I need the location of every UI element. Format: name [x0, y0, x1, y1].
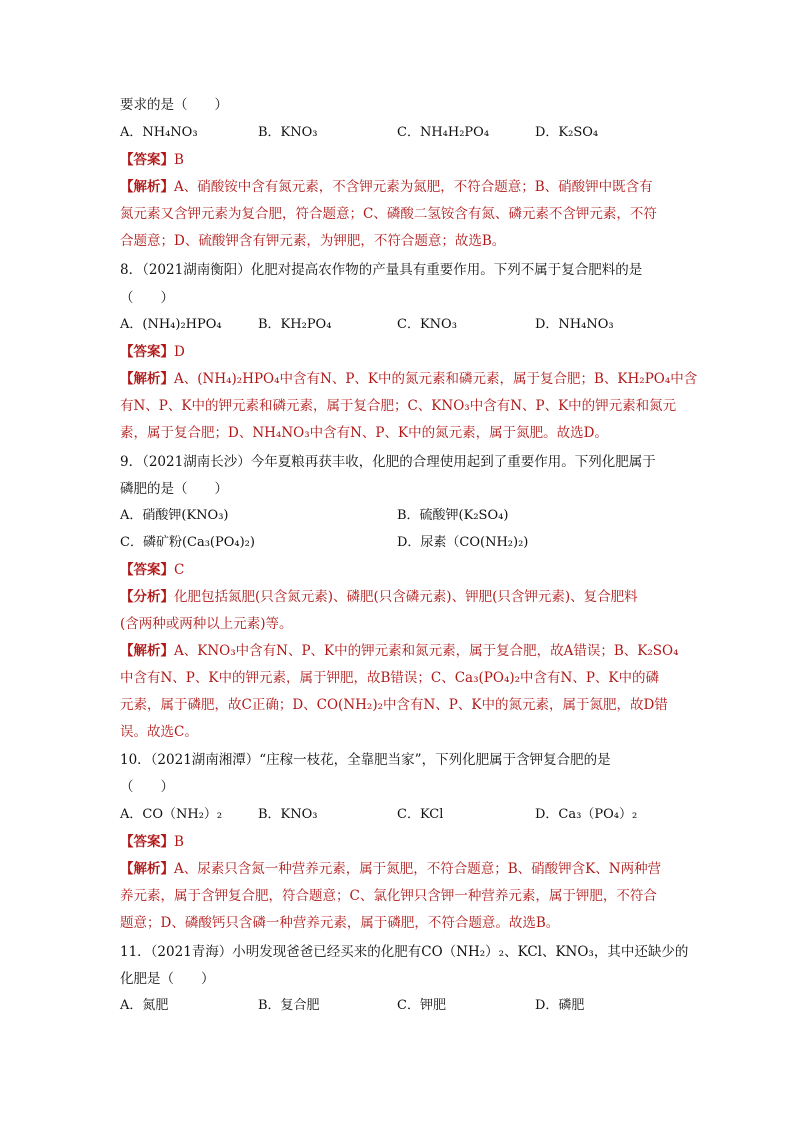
q11-stem-line-1: 11．（2021青海）小明发现爸爸已经买来的化肥有CO（NH₂）₂、KCl、KNO₃，其中还缺少的: [120, 944, 689, 960]
q9-analysis-line-4: 误。故选C。: [120, 724, 198, 740]
q11-stem-line-2: 化肥是（ ）: [120, 971, 215, 987]
q10-option-d: D．Ca₃（PO₄）₂: [535, 807, 638, 822]
q10-analysis-line-1: 【解析】A、尿素只含氮一种营养元素，属于氮肥，不符合题意；B、硝酸钾含K、N两种营: [120, 861, 662, 877]
q9-analysis-line-2: 中含有N、P、K中的钾元素，属于钾肥，故B错误；C、Ca₃(PO₄)₂中含有N、P、K中的磷: [120, 670, 660, 686]
q9-stem-line-1: 9．（2021湖南长沙）今年夏粮再获丰收，化肥的合理使用起到了重要作用。下列化肥属于: [120, 454, 656, 470]
q9-option-a: A．硝酸钾(KNO₃): [120, 508, 229, 523]
q10-option-c: C．KCl: [397, 807, 444, 822]
q8-stem-line-2: （ ）: [120, 290, 174, 306]
q8-option-a: A．(NH₄)₂HPO₄: [120, 317, 222, 332]
q10-option-a: A．CO（NH₂）₂: [120, 807, 223, 822]
q10-stem-line-1: 10．（2021湖南湘潭）“庄稼一枝花，全靠肥当家”，下列化肥属于含钾复合肥的是: [120, 752, 611, 768]
q7-stem: 要求的是（ ）: [120, 97, 228, 113]
q11-option-b: B．复合肥: [258, 998, 320, 1013]
q8-option-b: B．KH₂PO₄: [258, 317, 332, 332]
q11-option-d: D．磷肥: [535, 998, 585, 1013]
q10-stem-line-2: （ ）: [120, 779, 174, 795]
q8-analysis-line-3: 素，属于复合肥；D、NH₄NO₃中含有N、P、K中的氮元素，属于氮肥。故选D。: [120, 425, 608, 441]
q9-option-c: C．磷矿粉(Ca₃(PO₄)₂): [120, 535, 255, 550]
q8-stem-line-1: 8．（2021湖南衡阳）化肥对提高农作物的产量具有重要作用。下列不属于复合肥料的是: [120, 262, 643, 278]
q10-answer: 【答案】B: [120, 834, 184, 850]
q9-option-d: D．尿素（CO(NH₂)₂): [397, 535, 529, 550]
q7-analysis-line-2: 氮元素又含钾元素为复合肥，符合题意；C、磷酸二氢铵含有氮、磷元素不含钾元素，不符: [120, 206, 657, 222]
q7-analysis-line-3: 合题意；D、硫酸钾含有钾元素，为钾肥，不符合题意；故选B。: [120, 233, 506, 249]
q8-analysis-line-1: 【解析】A、(NH₄)₂HPO₄中含有N、P、K中的氮元素和磷元素，属于复合肥；B、KH₂PO₄中含: [120, 371, 698, 387]
q9-fenxi-line-2: (含两种或两种以上元素)等。: [120, 616, 293, 632]
q11-option-a: A．氮肥: [120, 998, 169, 1013]
q7-answer: 【答案】B: [120, 152, 184, 168]
q9-stem-line-2: 磷肥的是（ ）: [120, 481, 228, 497]
q11-option-c: C．钾肥: [397, 998, 446, 1013]
q9-fenxi-line-1: 【分析】化肥包括氮肥(只含氮元素)、磷肥(只含磷元素)、钾肥(只含钾元素)、复合肥料: [120, 589, 638, 605]
q7-option-c: C．NH₄H₂PO₄: [397, 125, 490, 140]
q8-option-d: D．NH₄NO₃: [535, 317, 614, 332]
q7-analysis-line-1: 【解析】A、硝酸铵中含有氮元素，不含钾元素为氮肥，不符合题意；B、硝酸钾中既含有: [120, 179, 653, 195]
q10-analysis-line-2: 养元素，属于含钾复合肥，符合题意；C、氯化钾只含钾一种营养元素，属于钾肥，不符合: [120, 888, 657, 904]
q8-analysis-line-2: 有N、P、K中的钾元素和磷元素，属于复合肥；C、KNO₃中含有N、P、K中的钾元素和氮元: [120, 398, 677, 414]
q7-option-d: D．K₂SO₄: [535, 125, 599, 140]
q9-answer: 【答案】C: [120, 562, 185, 578]
q7-option-a: A．NH₄NO₃: [120, 125, 198, 140]
q9-analysis-line-3: 元素，属于磷肥，故C正确；D、CO(NH₂)₂中含有N、P、K中的氮元素，属于氮肥，故D错: [120, 697, 668, 713]
q8-answer: 【答案】D: [120, 344, 185, 360]
q7-option-b: B．KNO₃: [258, 125, 318, 140]
q10-option-b: B．KNO₃: [258, 807, 318, 822]
q9-option-b: B．硫酸钾(K₂SO₄): [397, 508, 509, 523]
q10-analysis-line-3: 题意；D、磷酸钙只含磷一种营养元素，属于磷肥，不符合题意。故选B。: [120, 915, 560, 931]
q8-option-c: C．KNO₃: [397, 317, 457, 332]
q9-analysis-line-1: 【解析】A、KNO₃中含有N、P、K中的钾元素和氮元素，属于复合肥，故A错误；B、K₂SO₄: [120, 643, 679, 659]
